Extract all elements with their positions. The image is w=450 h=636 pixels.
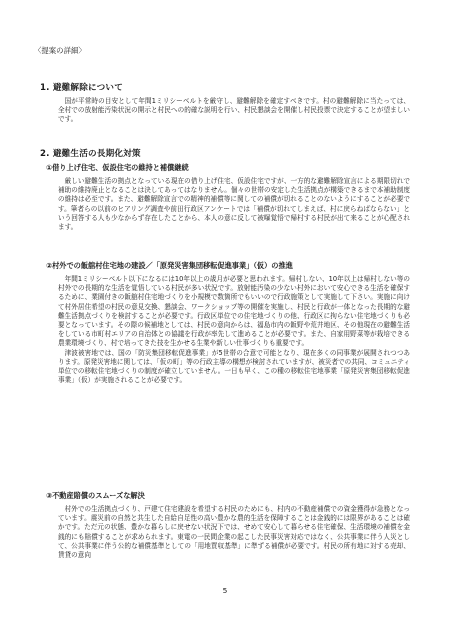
section-1-paragraph: 国が平常時の目安として年間1ミリシーベルトを厳守し、避難解除を確定すべきです。村の避難解除に当たっては、全村での放射能汚染状況の開示と村民への的確な説明を行い、村民懇談会を開催し村民投票で決定することが望ましいです。	[58, 97, 410, 124]
subsection-1-paragraph: 厳しい避難生活の拠点となっている現在の借り上げ住宅、仮設住宅ですが、一方的な避難解除宣言による期限切れで補助の維持廃止となることは決してあってはなりません。個々の世帯の安定した生活拠点が構築できるまで本補助制度の維持は必至です。また、避難解除宣言での精神的補償等に関しての補償が切れることのないようにすることが必要です。筆者らの以前のヒアリング調査や前田行政区アンケートでは「補償が切れてしまえば、村に戻らねばならない」という回答する人も少なからず存在したことから、本人の意に反して被曝覚悟で帰村する村民が出て来ることが心配されます。	[58, 177, 410, 232]
subsection-2-paragraph-1: 年間1ミリシーベルト以下になるには10年以上の歳月が必要と思われます。帰村しない、10年以上は帰村しない等の村外での長期的な生活を覚悟している村民が多い状況です。放射能汚染の少ない村外において安心できる生活を確保するために、業園付きの飯舘村住宅地づくりを小規模で数箇所でもいいので行政施策として実施して下さい。実施に向けて村外居住希望の村民の意見交換、懇談会、ワークショップ等の開催を実施し、村民と行政が一体となった長期的な避難生活拠点づくりを検討することが必要です。行政区単位での住宅地づくりの他、行政区に拘らない住宅地づくりも必要となっています。その際の候補地としては、村民の意向からは、福島市内の飯野や荒井地区、その他現在の避難生活をしている市町村エリアの自治体との協議を行政が率先して進めることが必要です。また、自家用野菜等が栽培できる農業環境づくり、村で培ってきた技を生かせる生業や新しい仕事づくりも重要です。	[58, 275, 410, 348]
section-1-heading: 1. 避難解除について	[40, 83, 124, 93]
subsection-1-body	[58, 177, 410, 232]
proposal-details-label: 〈提案の詳細〉	[34, 46, 86, 55]
section-2-heading: 2. 避難生活の長期化対策	[40, 149, 141, 159]
subsection-3-heading: ③不動産賠償のスムーズな解決	[46, 491, 145, 500]
subsection-2-body	[58, 275, 410, 385]
subsection-3-body	[58, 505, 410, 560]
subsection-2-paragraph-2: 津波被害地では、国の「防災集団移転促進事業」が5世帯の合意で可能となり、現在多くの同事業が展開されつつあります。原発災害地に関しては、「仮の町」等の行政主導の構想が検討されていますが、被災者での共同、コミュニティ単位での移転住宅地づくりの制度が確立していません。一日も早く、この種の移転住宅地事業「原発災害集団移転促進事業」（仮）が実施されることが必要です。	[58, 348, 410, 385]
subsection-1-heading: ①借り上げ住宅、仮設住宅の維持と補償継続	[46, 163, 189, 172]
section-1-body	[58, 97, 410, 125]
subsection-3-paragraph: 村外での生活拠点づくり、戸建て住宅建設を希望する村民のためにも、村内の不動産補償での資金獲得が急務となっています。震災前の自然と共生した自給自足性の高い豊かな農的生活を保障することは金銭的には限界があることは確かです。ただ元の状態、豊かな暮らしに戻せない状況下では、せめて安心して暮らせる住宅確保、生活環境の補償を金銭的にも賠償することが求められます。東電の一民間企業の起こした民事災害対応ではなく、公共事業に伴う人災として、公共事業に伴う公的な補償基準としての「用地買収基準」に準ずる補償が必要です。村民の所有地に対する売却、賃貸の意向	[58, 505, 410, 560]
page-number: 5	[222, 586, 228, 595]
subsection-2-heading: ②村外での飯舘村住宅地の建設／「原発災害集団移転促進事業」（仮）の推進	[46, 261, 293, 270]
